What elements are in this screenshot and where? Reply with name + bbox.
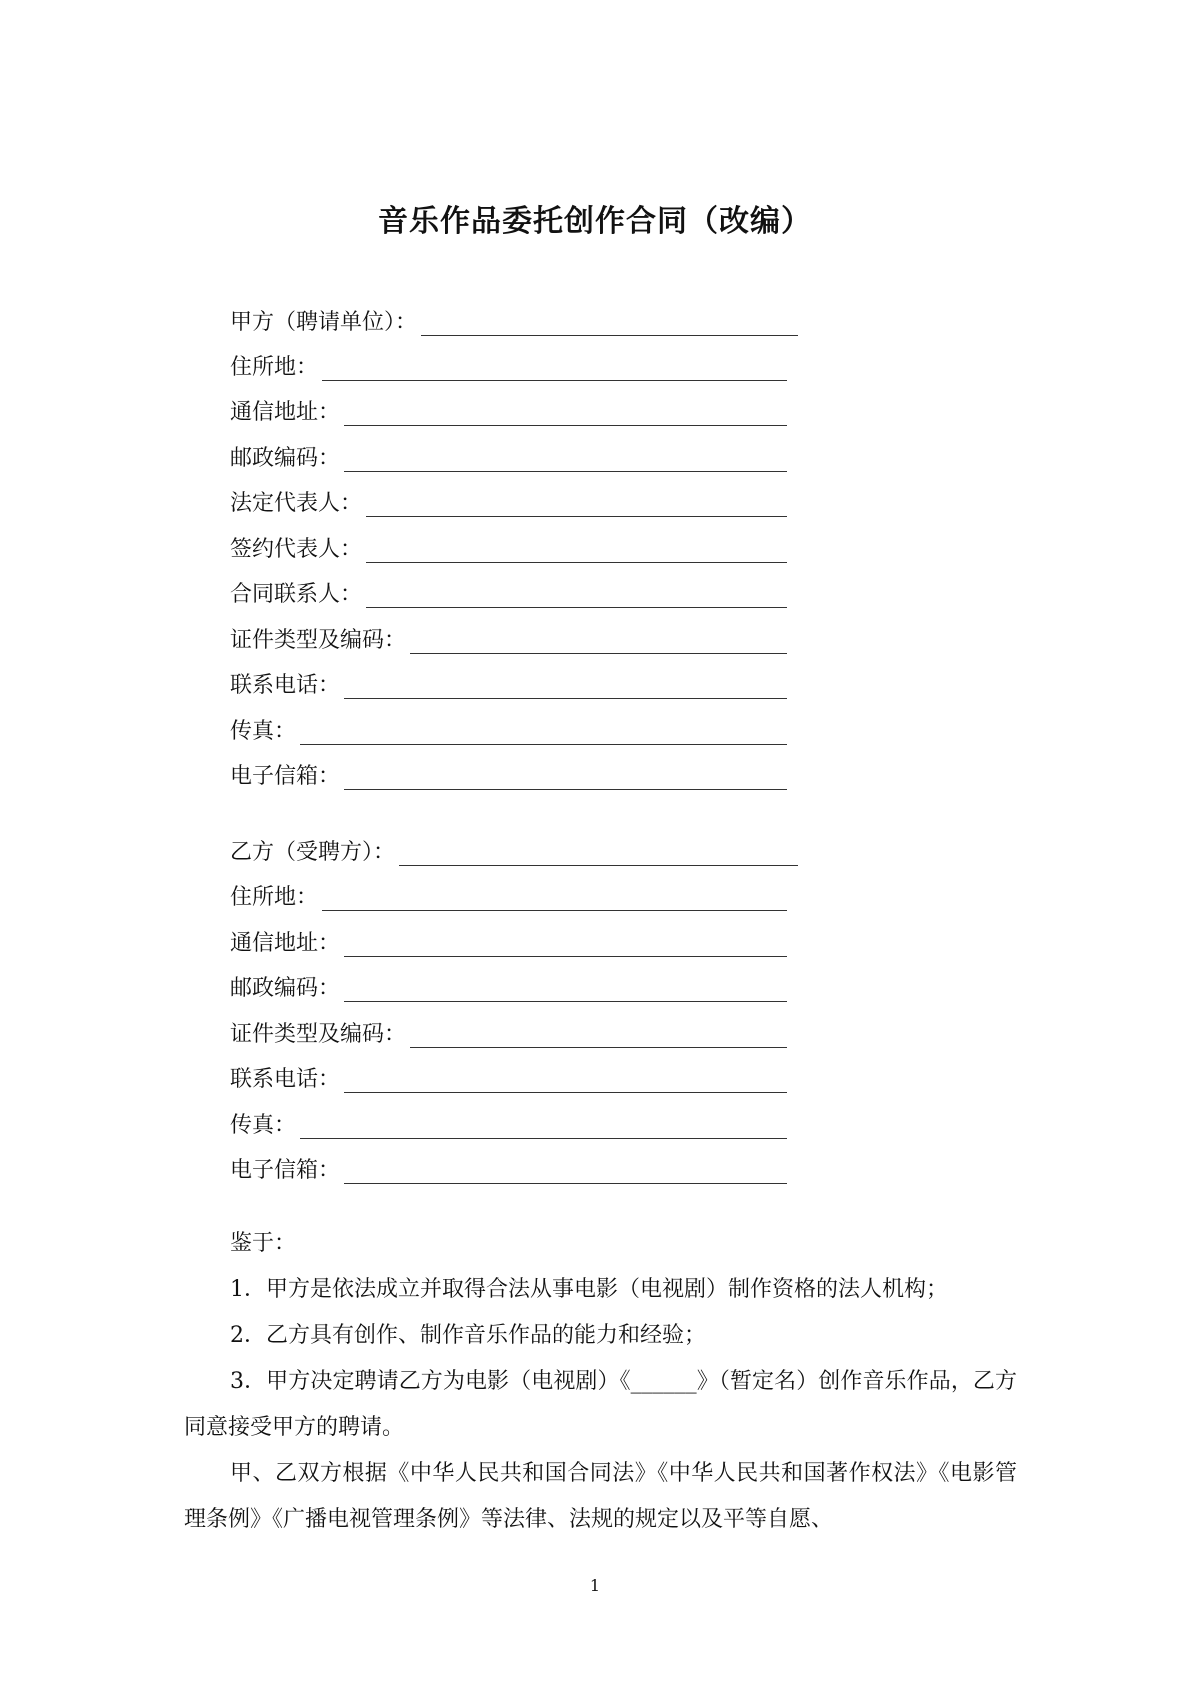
fill-line[interactable] — [410, 1027, 787, 1048]
field-label: 签约代表人： — [230, 537, 363, 562]
fill-line[interactable] — [344, 678, 787, 699]
field-label: 邮政编码： — [230, 446, 341, 471]
field-label: 甲方（聘请单位）： — [230, 310, 418, 335]
fill-line[interactable] — [344, 981, 787, 1002]
fill-line[interactable] — [410, 633, 787, 654]
field-label: 通信地址： — [230, 931, 341, 956]
fill-line[interactable] — [344, 405, 787, 426]
party-a-field[interactable] — [230, 669, 787, 699]
field-label: 联系电话： — [230, 1067, 341, 1092]
field-label: 住所地： — [230, 355, 319, 380]
party-a-field[interactable] — [230, 533, 787, 563]
fill-line[interactable] — [344, 1163, 787, 1184]
party-b-field[interactable] — [230, 927, 787, 957]
party-b-field[interactable] — [230, 1154, 787, 1184]
field-label: 合同联系人： — [230, 582, 363, 607]
party-b-field[interactable] — [230, 1109, 787, 1139]
field-label: 联系电话： — [230, 673, 341, 698]
field-label: 法定代表人： — [230, 491, 363, 516]
fill-line[interactable] — [344, 451, 787, 472]
field-label: 电子信箱： — [230, 764, 341, 789]
party-a-field[interactable] — [230, 760, 787, 790]
party-a-field[interactable] — [230, 396, 787, 426]
party-a-field[interactable] — [230, 442, 787, 472]
whereas-item: 2．乙方具有创作、制作音乐作品的能力和经验； — [230, 1323, 706, 1348]
party-a-field[interactable] — [230, 351, 787, 381]
whereas-heading: 鉴于： — [230, 1231, 297, 1256]
party-b-name-field[interactable] — [230, 836, 798, 866]
field-label: 传真： — [230, 719, 297, 744]
fill-line[interactable] — [399, 845, 798, 866]
party-a-name-field[interactable] — [230, 306, 798, 336]
fill-line[interactable] — [344, 769, 787, 790]
fill-line[interactable] — [300, 724, 787, 745]
fill-line[interactable] — [366, 587, 787, 608]
party-b-field[interactable] — [230, 1063, 787, 1093]
party-b-field[interactable] — [230, 972, 787, 1002]
party-a-field[interactable] — [230, 578, 787, 608]
field-label: 传真： — [230, 1113, 297, 1138]
fill-line[interactable] — [344, 1072, 787, 1093]
field-label: 证件类型及编码： — [230, 628, 407, 653]
party-a-field[interactable] — [230, 624, 787, 654]
field-label: 住所地： — [230, 885, 319, 910]
fill-line[interactable] — [421, 315, 798, 336]
whereas-item: 3．甲方决定聘请乙方为电影（电视剧）《______》（暂定名）创作音乐作品，乙方同意接受甲方的聘请。 — [184, 1369, 1017, 1440]
party-b-field[interactable] — [230, 881, 787, 911]
field-label: 证件类型及编码： — [230, 1022, 407, 1047]
fill-line[interactable] — [322, 890, 787, 911]
document-title: 音乐作品委托创作合同（改编） — [378, 204, 812, 239]
fill-line[interactable] — [322, 360, 787, 381]
party-a-field[interactable] — [230, 487, 787, 517]
field-label: 邮政编码： — [230, 976, 341, 1001]
party-a-field[interactable] — [230, 715, 787, 745]
fill-line[interactable] — [344, 936, 787, 957]
fill-line[interactable] — [366, 496, 787, 517]
field-label: 电子信箱： — [230, 1158, 341, 1183]
fill-line[interactable] — [366, 542, 787, 563]
whereas-item: 1．甲方是依法成立并取得合法从事电影（电视剧）制作资格的法人机构； — [230, 1277, 948, 1302]
legal-basis-paragraph: 甲、乙双方根据《中华人民共和国合同法》《中华人民共和国著作权法》《电影管理条例》《广播电视管理条例》等法律、法规的规定以及平等自愿、 — [184, 1461, 1017, 1532]
fill-line[interactable] — [300, 1118, 787, 1139]
field-label: 通信地址： — [230, 400, 341, 425]
party-b-field[interactable] — [230, 1018, 787, 1048]
field-label: 乙方（受聘方）： — [230, 840, 396, 865]
page-number: 1 — [589, 1576, 601, 1595]
